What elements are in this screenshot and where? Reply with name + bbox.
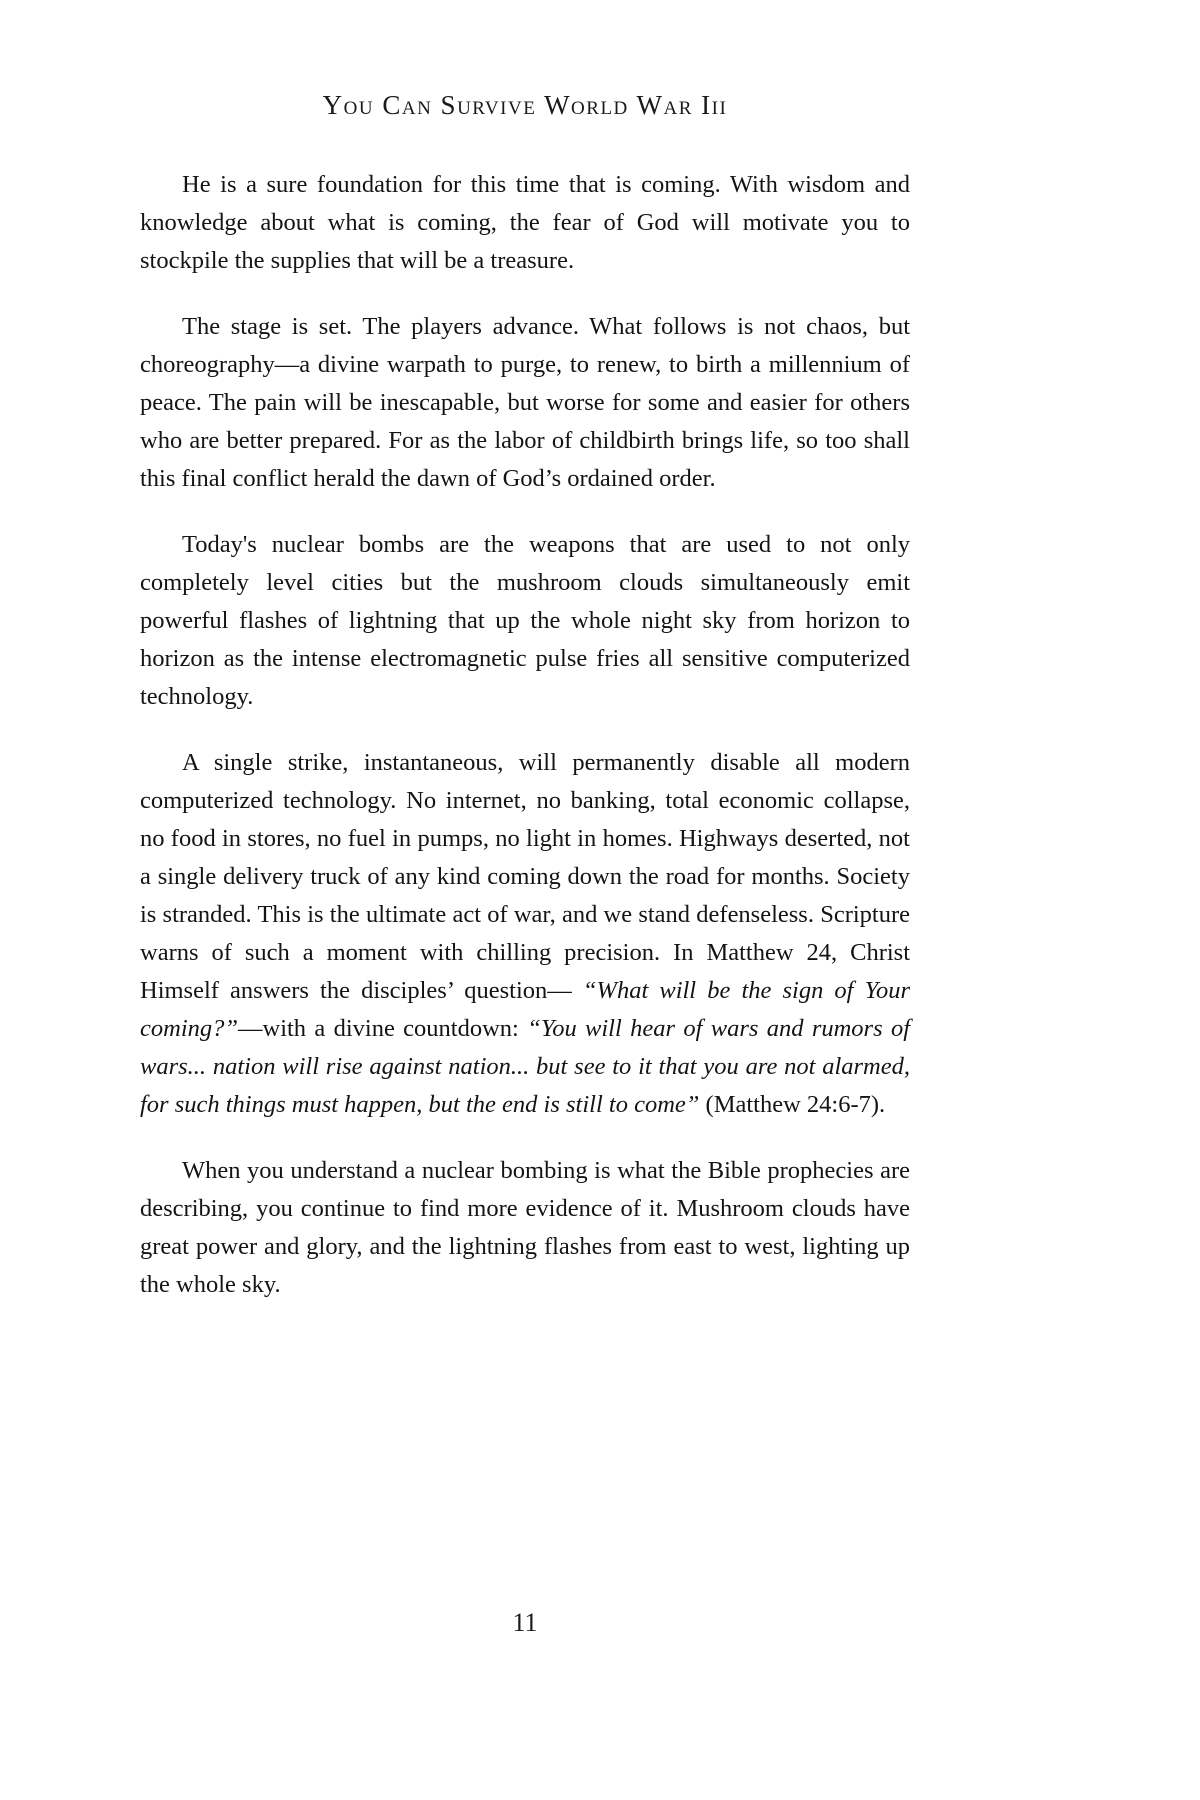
paragraph-text: When you understand a nuclear bombing is what the Bible prophecies are describing, you continue to find more evidence of it. Mushroom clouds have great power and glory, and the lightning flashes from east to west, lighting up the whole sky.	[140, 1157, 910, 1298]
page-number: 11	[512, 1608, 538, 1637]
paragraph-text: The stage is set. The players advance. What follows is not chaos, but choreography—a divine warpath to purge, to renew, to birth a millennium of peace. The pain will be inescapable, but worse for some and easier for others who are better prepared. For as the labor of childbirth brings life, so too shall this final conflict herald the dawn of God’s ordained order.	[140, 313, 910, 492]
paragraph-text: —with a divine countdown:	[238, 1015, 528, 1042]
paragraph-text: A single strike, instantaneous, will permanently disable all modern computerized technology. No internet, no banking, total economic collapse, no food in stores, no fuel in pumps, no light in homes. Highways deserted, not a single delivery truck of any kind coming down the road for months. Society is stranded. This is the ultimate act of war, and we stand defenseless. Scripture warns of such a moment with chilling precision. In Matthew 24, Christ Himself answers the disciples’ question—	[140, 749, 910, 1004]
paragraph-text: (Matthew 24:6-7).	[699, 1091, 886, 1118]
scripture-quote: “You will hear of wars and rumors of wars... nation will rise against nation... but see to it that you are not alarmed, for such things must happen, but the end is still to come”	[140, 1015, 910, 1118]
paragraph	[140, 744, 910, 1124]
running-header: You Can Survive World War Iii	[322, 90, 728, 120]
paragraph	[140, 166, 910, 280]
paragraph-text: Today's nuclear bombs are the weapons that are used to not only completely level cities but the mushroom clouds simultaneously emit powerful flashes of lightning that up the whole night sky from horizon to horizon as the intense electromagnetic pulse fries all sensitive computerized technology.	[140, 531, 910, 710]
paragraph	[140, 308, 910, 498]
paragraph-text: He is a sure foundation for this time that is coming. With wisdom and knowledge about what is coming, the fear of God will motivate you to stockpile the supplies that will be a treasure.	[140, 171, 910, 274]
paragraph	[140, 526, 910, 716]
scripture-quote: “What will be the sign of Your coming?”	[140, 977, 910, 1042]
paragraph	[140, 1152, 910, 1304]
page-body	[140, 166, 910, 1332]
